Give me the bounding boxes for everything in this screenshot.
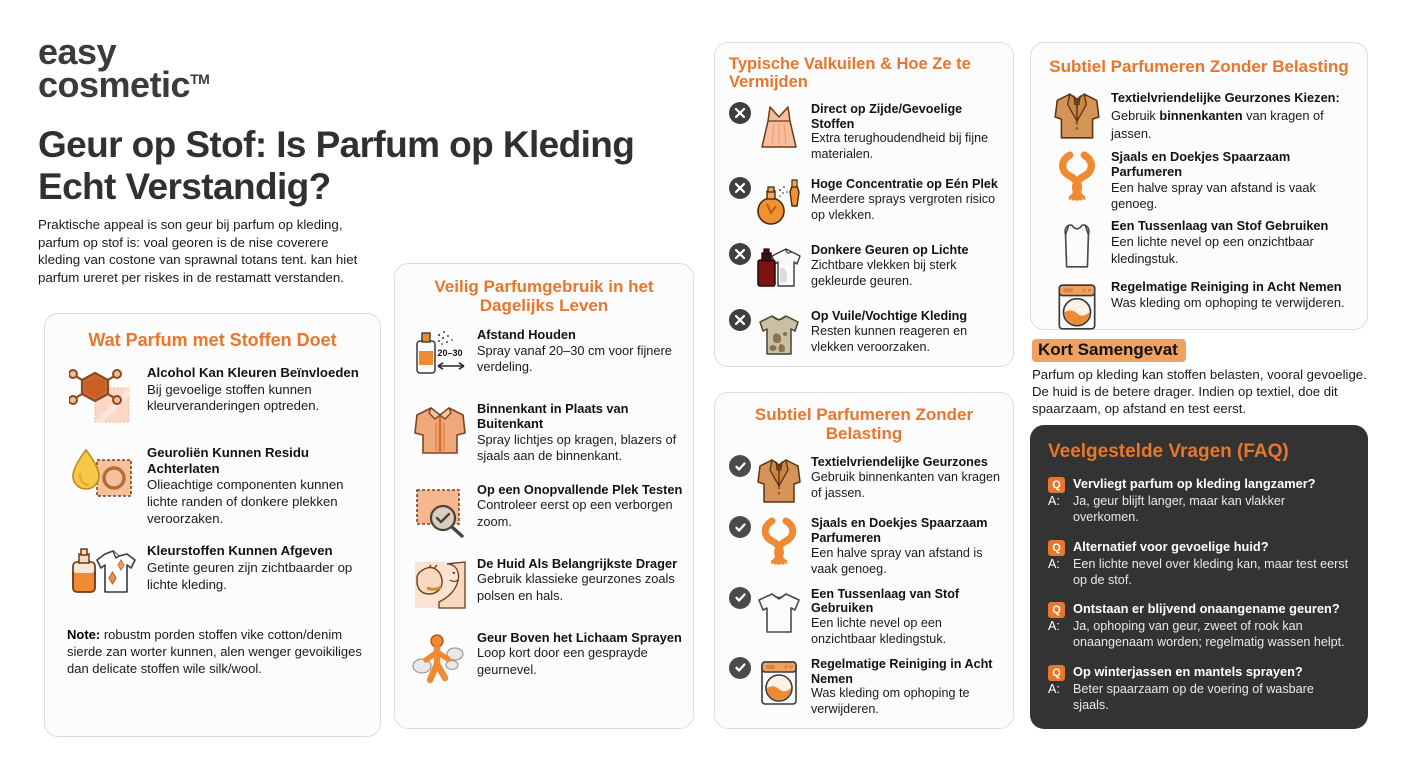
faq-q-badge: Q xyxy=(1048,477,1065,493)
blazer-icon xyxy=(1049,89,1105,143)
list-item-body: Bij gevoelige stoffen kunnen kleurveranderingen optreden. xyxy=(147,381,320,414)
list-item-body: Gebruik xyxy=(1111,108,1160,124)
faq-question: Op winterjassen en mantels sprayen? xyxy=(1073,664,1303,680)
list-item xyxy=(729,657,1005,718)
list-item-body: Loop kort door een gesprayde geurnevel. xyxy=(477,645,648,677)
list-item-heading: Op een Onopvallende Plek Testen xyxy=(477,481,683,497)
brand-line-1: easy xyxy=(38,31,117,72)
list-item-text xyxy=(141,445,368,527)
list-item-body: Spray lichtjes op kragen, blazers of sjaals aan de binnenkant. xyxy=(477,432,677,464)
list-item-body: Gebruik klassieke geurzones zoals polsen en hals. xyxy=(477,571,675,603)
list-item xyxy=(729,455,1005,507)
card-subtle-middle-list xyxy=(729,455,1005,718)
list-item xyxy=(729,177,1005,229)
faq-q-badge: Q xyxy=(1048,602,1065,618)
list-item-heading: Een Tussenlaag van Stof Gebruiken xyxy=(1111,218,1329,234)
page-title: Geur op Stof: Is Parfum op Kleding Echt Verstandig? xyxy=(38,124,635,208)
faq-question-row xyxy=(1048,539,1352,556)
list-item xyxy=(407,557,683,613)
list-item-body: Getinte geuren zijn zichtbaarder op lichte kleding. xyxy=(147,559,353,592)
card-pitfalls xyxy=(714,42,1014,367)
card-fabric-effects-title: Wat Parfum met Stoffen Doet xyxy=(88,330,337,350)
faq-a-badge: A: xyxy=(1048,682,1060,697)
brand-logo xyxy=(38,31,210,106)
check-circle-icon xyxy=(729,657,753,679)
list-item-text xyxy=(473,631,683,678)
card-subtle-middle xyxy=(714,392,1014,729)
card-fabric-note-body: robustm porden stoffen vike cotton/denim sierde zan worter kunnen, alen wenger gevoikiliges dan delicate stoffen wile silk/wool. xyxy=(67,627,362,677)
list-item-text xyxy=(805,516,1005,577)
card-safe-use-list xyxy=(407,328,683,686)
walking-mist-icon xyxy=(407,631,473,687)
list-item-body: Meerdere sprays vergroten risico op vlekken. xyxy=(811,192,996,223)
faq-question: Vervliegt parfum op kleding langzamer? xyxy=(1073,476,1316,491)
card-fabric-note xyxy=(67,627,364,678)
cross-circle-icon xyxy=(729,102,753,124)
faq-answer-row xyxy=(1048,619,1352,651)
blazer-icon xyxy=(753,455,805,507)
list-item-text xyxy=(1105,89,1355,143)
list-item-text xyxy=(141,543,368,593)
card-fabric-note-label: Note: xyxy=(67,627,101,643)
list-item-text xyxy=(1105,150,1355,212)
list-item-text xyxy=(473,402,683,464)
list-item-heading: Kleurstoffen Kunnen Afgeven xyxy=(147,543,333,559)
summary-body: Parfum op kleding kan stoffen belasten, vooral gevoelige. De huid is de betere drager. Indien op textiel, doe dit spaarzaam, op afstand en test eerst. xyxy=(1032,367,1367,417)
list-item xyxy=(407,328,683,384)
list-item-heading: Textielvriendelijke Geurzones xyxy=(811,455,988,470)
list-item-heading: De Huid Als Belangrijkste Drager xyxy=(477,555,678,571)
list-item xyxy=(729,243,1005,295)
summary-section xyxy=(1032,339,1372,417)
brand-line-2: cosmetic xyxy=(38,64,191,106)
list-item-heading: Regelmatige Reiniging in Acht Nemen xyxy=(1111,279,1342,295)
list-item-heading: Donkere Geuren op Lichte xyxy=(811,243,969,258)
list-item-text xyxy=(473,328,683,375)
list-item-body: Een halve spray van afstand is vaak genoeg. xyxy=(811,545,983,576)
check-circle-icon xyxy=(729,516,753,538)
card-subtle-right xyxy=(1030,42,1368,330)
tshirt-icon xyxy=(753,587,805,639)
faq-answer-row xyxy=(1048,494,1352,526)
list-item-body-tail: van kragen of jassen. xyxy=(1111,108,1324,142)
spray-distance-icon xyxy=(407,328,473,384)
check-circle-icon xyxy=(729,455,753,477)
list-item-body: Was kleding om ophoping te verwijderen. xyxy=(811,686,970,717)
fabric-magnifier-icon xyxy=(407,483,473,539)
list-item xyxy=(1049,89,1355,143)
list-item-text xyxy=(141,365,368,415)
list-item-heading: Regelmatige Reiniging in Acht Nemen xyxy=(811,656,993,686)
list-item xyxy=(729,587,1005,648)
list-item-heading: Sjaals en Doekjes Spaarzaam Parfumeren xyxy=(811,516,988,545)
cross-circle-icon xyxy=(729,309,753,331)
faq-a-badge: A: xyxy=(1048,619,1060,634)
scarf-icon xyxy=(1049,150,1105,204)
list-item-heading: Textielvriendelijke Geurzones Kiezen: xyxy=(1111,90,1340,106)
faq-answer: Ja, geur blijft langer, maar kan vlakker overkomen. xyxy=(1073,494,1286,524)
faq-item[interactable] xyxy=(1048,664,1352,714)
faq-question-row xyxy=(1048,476,1352,493)
list-item-heading: Binnenkant in Plaats van Buitenkant xyxy=(477,401,629,432)
list-item-heading: Geuroliën Kunnen Residu Achterlaten xyxy=(147,445,309,476)
cross-circle-icon xyxy=(729,177,753,199)
jacket-inside-icon xyxy=(407,402,473,458)
faq-question-row xyxy=(1048,664,1352,681)
faq-item[interactable] xyxy=(1048,539,1352,589)
faq-item[interactable] xyxy=(1048,601,1352,651)
list-item-heading: Hoge Concentratie op Eén Plek xyxy=(811,177,998,192)
list-item-body: Spray vanaf 20–30 cm voor fijnere verdeling. xyxy=(477,343,672,375)
list-item-body: Zichtbare vlekken bij sterk gekleurde geuren. xyxy=(811,258,957,289)
list-item xyxy=(1049,219,1355,273)
check-circle-icon xyxy=(729,587,753,609)
list-item-text xyxy=(805,455,1005,502)
faq-a-badge: A: xyxy=(1048,494,1060,508)
faq-question: Alternatief voor gevoelige huid? xyxy=(1073,538,1269,554)
trademark-symbol: TM xyxy=(190,71,210,88)
faq-question: Ontstaan er blijvend onaangename geuren? xyxy=(1073,601,1340,617)
list-item xyxy=(67,543,368,607)
card-subtle-right-title: Subtiel Parfumeren Zonder Belasting xyxy=(1049,57,1349,76)
silk-dress-icon xyxy=(753,102,805,154)
list-item-body: Was kleding om ophoping te verwijderen. xyxy=(1111,295,1345,311)
faq-answer: Beter spaarzaam op de voering of wasbare sjaals. xyxy=(1073,682,1314,713)
list-item-body: Een lichte nevel op een onzichtbaar kledingstuk. xyxy=(811,615,947,646)
list-item-body-emphasis: binnenkanten xyxy=(1159,108,1243,124)
card-fabric-effects xyxy=(44,313,381,737)
list-item-heading: Op Vuile/Vochtige Kleding xyxy=(811,309,968,324)
list-item-body: Een lichte nevel op een onzichtbaar kledingstuk. xyxy=(1111,234,1314,266)
list-item-body: Resten kunnen reageren en vlekken veroorzaken. xyxy=(811,324,968,355)
list-item-text xyxy=(805,102,1005,163)
faq-q-badge: Q xyxy=(1048,540,1065,556)
list-item xyxy=(67,445,368,527)
list-item-text xyxy=(473,557,683,604)
card-subtle-middle-title: Subtiel Parfumeren Zonder Belasting xyxy=(754,405,974,444)
molecule-fabric-icon xyxy=(67,365,141,429)
washing-machine-icon xyxy=(1049,280,1105,334)
tanktop-icon xyxy=(1049,219,1105,273)
perfume-spray-icon xyxy=(753,177,805,229)
list-item xyxy=(1049,280,1355,334)
card-safe-use xyxy=(394,263,694,729)
list-item-text xyxy=(805,243,1005,290)
card-fabric-effects-list xyxy=(67,365,368,607)
list-item xyxy=(67,365,368,429)
card-pitfalls-list xyxy=(729,102,1005,361)
faq-title: Veelgestelde Vragen (FAQ) xyxy=(1048,441,1289,462)
list-item-text xyxy=(805,177,1005,224)
card-safe-use-title: Veilig Parfumgebruik in het Dagelijks Leven xyxy=(434,277,654,316)
oil-drop-fabric-icon xyxy=(67,445,141,509)
faq-answer: Ja, ophoping van geur, zweet of rook kan onaangenaam worden; regelmatig wassen helpt. xyxy=(1073,619,1345,650)
summary-badge: Kort Samengevat xyxy=(1032,339,1186,362)
spray-distance-label: 20–30 xyxy=(437,348,463,359)
list-item-text xyxy=(473,483,683,530)
list-item xyxy=(407,631,683,687)
skin-wrist-icon xyxy=(407,557,473,613)
cross-circle-icon xyxy=(729,243,753,265)
list-item xyxy=(407,483,683,539)
faq-q-badge: Q xyxy=(1048,665,1065,681)
faq-item[interactable] xyxy=(1048,476,1352,526)
washing-machine-icon xyxy=(753,657,805,709)
list-item-body: Controleer eerst op een verborgen zoom. xyxy=(477,497,673,529)
list-item-heading: Direct op Zijde/Gevoelige Stoffen xyxy=(811,101,963,131)
dirty-shirt-icon xyxy=(753,309,805,361)
list-item xyxy=(729,516,1005,577)
faq-a-badge: A: xyxy=(1048,556,1060,571)
list-item-text xyxy=(805,657,1005,718)
card-pitfalls-title: Typische Valkuilen & Hoe Ze te Vermijden xyxy=(729,55,971,92)
faq-panel xyxy=(1030,425,1368,729)
faq-answer-row xyxy=(1048,682,1352,714)
list-item-text xyxy=(805,587,1005,648)
scarf-icon xyxy=(753,516,805,568)
list-item-body: Een halve spray van afstand is vaak genoeg. xyxy=(1111,179,1316,212)
intro-paragraph: Praktische appeal is son geur bij parfum op kleding, parfum op stof is: voal georen is de nise coverere kleding van costone van sprawnal totans tent. kan hiet parfum ureret per riskes in de restamatt verstanden. xyxy=(38,217,358,286)
faq-answer-row xyxy=(1048,557,1352,589)
list-item xyxy=(407,402,683,464)
faq-answer: Een lichte nevel over kleding kan, maar test eerst op de stof. xyxy=(1073,556,1349,587)
list-item-heading: Een Tussenlaag van Stof Gebruiken xyxy=(811,586,960,616)
card-subtle-right-list xyxy=(1049,89,1355,334)
list-item-text xyxy=(805,309,1005,356)
list-item-body: Gebruik binnenkanten van kragen of jassen. xyxy=(811,469,1001,500)
list-item-body: Extra terughoudendheid bij fijne materialen. xyxy=(811,131,989,162)
list-item-heading: Afstand Houden xyxy=(477,327,576,343)
list-item xyxy=(1049,150,1355,212)
faq-question-row xyxy=(1048,601,1352,618)
list-item-text xyxy=(1105,280,1355,311)
list-item-text xyxy=(1105,219,1355,266)
perfume-bottle-shirt-icon xyxy=(67,543,141,607)
list-item-heading: Geur Boven het Lichaam Sprayen xyxy=(477,629,682,645)
list-item-body: Olieachtige componenten kunnen lichte randen of donkere plekken veroorzaken. xyxy=(147,477,344,526)
list-item-heading: Sjaals en Doekjes Spaarzaam Parfumeren xyxy=(1111,149,1291,179)
dark-perfume-white-shirt-icon xyxy=(753,243,805,295)
list-item-heading: Alcohol Kan Kleuren Beïnvloeden xyxy=(147,365,359,381)
list-item xyxy=(729,309,1005,361)
list-item xyxy=(729,102,1005,163)
